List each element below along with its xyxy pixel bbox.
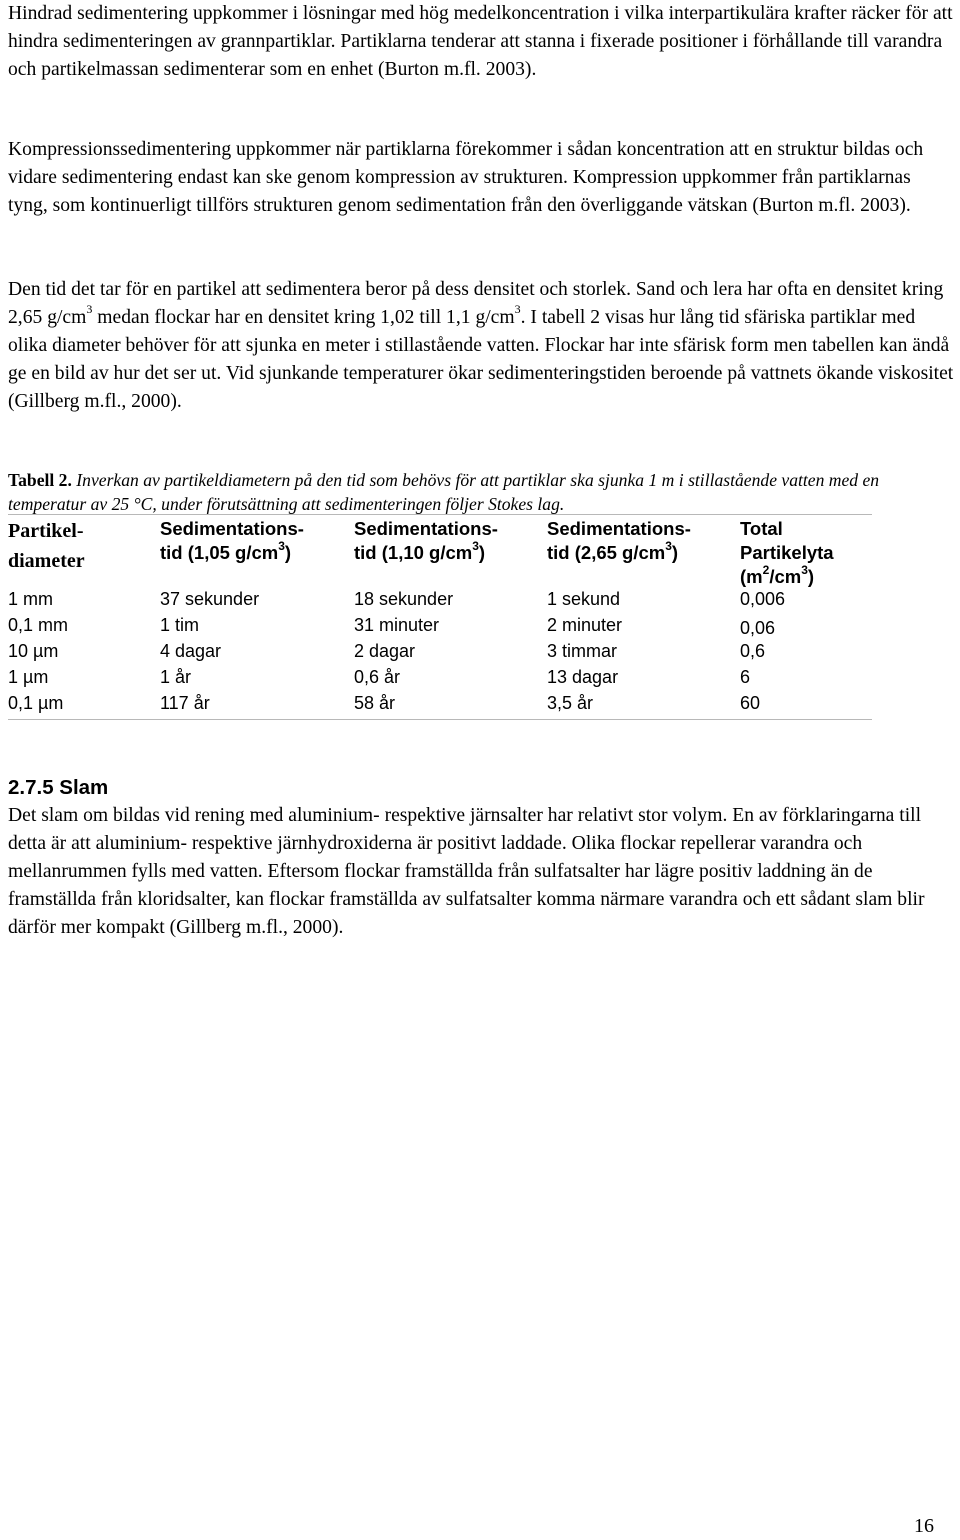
table-bottom-rule — [8, 719, 872, 720]
header-line: Sedimentations- — [160, 518, 304, 539]
table-cell: 0,6 år — [354, 667, 401, 687]
header-text-part: tid (2,65 g/cm — [547, 542, 666, 563]
table-caption — [8, 468, 954, 516]
paragraph-text-part: . I tabell 2 visas hur lång tid sfäriska partiklar med olika diameter behöver för att sjunka en meter i stillastående vatten. Flockar har inte sfärisk form men tabellen kan ändå ge en bild av hur det ser ut. Vid sjunkande temperaturer ökar sedimenteringstiden beroende på vattnets ökande viskositet (Gillberg m.fl., 2000). — [8, 307, 954, 412]
superscript: 3 — [472, 538, 479, 553]
header-partikeldiameter — [8, 516, 85, 576]
superscript: 2 — [762, 562, 770, 577]
page-number: 16 — [914, 1515, 934, 1537]
superscript: 3 — [86, 302, 93, 317]
paragraph-slam: Det slam om bildas vid rening med aluminium- respektive järnsalter har relativt stor volym. En av förklaringarna till detta är att aluminium- respektive järnhydroxiderna är positivt laddade. Olika flockar repellerar varandra och mellanrummen fylls med vatten. Eftersom flockar framställda från sulfatsalter har lägre positiv laddning än de framställda från kloridsalter, kan flockar framställda av sulfatsalter komma närmare varandra och ett sådant slam blir därför mer kompakt (Gillberg m.fl., 2000). — [8, 805, 925, 938]
table-cell: 6 — [740, 667, 751, 687]
header-line: diameter — [8, 550, 85, 572]
header-sedimentationstid-110 — [354, 517, 498, 565]
table-cell: 4 dagar — [160, 641, 222, 661]
header-text-part: ) — [671, 542, 679, 563]
superscript: 3 — [801, 562, 808, 577]
header-line: Partikelyta — [740, 542, 834, 563]
header-text-part: /cm — [769, 566, 802, 587]
header-line: Sedimentations- — [354, 518, 498, 539]
table-cell: 31 minuter — [354, 615, 440, 635]
paragraph-hindrad-sedimentering: Hindrad sedimentering uppkommer i lösningar med hög medelkoncentration i vilka interpartikulära krafter räcker för att hindra sedimenteringen av grannpartiklar. Partiklarna tenderar att stanna i fixerade positioner i förhållande till varandra och partikelmassan sedimenterar som en enhet (Burton m.fl. 2003). — [8, 3, 953, 80]
table-cell: 10 µm — [8, 641, 59, 661]
table-cell: 2 minuter — [547, 615, 623, 635]
table-cell: 0,1 µm — [8, 693, 64, 713]
header-total-partikelyta — [740, 517, 834, 589]
header-line: Total — [740, 518, 783, 539]
table-top-rule — [8, 514, 872, 515]
header-line — [160, 538, 304, 565]
table-cell: 0,006 — [740, 589, 786, 609]
table-cell: 3 timmar — [547, 641, 618, 661]
superscript: 3 — [665, 538, 672, 553]
superscript: 3 — [278, 538, 285, 553]
paragraph-sedimentationstid — [8, 276, 954, 416]
header-sedimentationstid-105 — [160, 517, 304, 565]
table-cell: 60 — [740, 693, 761, 713]
table-cell: 0,1 mm — [8, 615, 69, 635]
table-cell: 1 sekund — [547, 589, 621, 609]
section-heading: 2.7.5 Slam — [8, 776, 109, 799]
table-cell: 1 år — [160, 667, 192, 687]
header-sedimentationstid-265 — [547, 517, 691, 565]
table-caption-label: Tabell 2. — [8, 470, 72, 490]
table-cell: 37 sekunder — [160, 589, 260, 609]
header-line: Partikel- — [8, 520, 84, 542]
table-caption-text: Inverkan av partikeldiametern på den tid som behövs för att partiklar ska sjunka 1 m i stillastående vatten med en temperatur av 25 °C, under förutsättning att sedimenteringen följer Stokes lag. — [8, 470, 880, 514]
header-line — [547, 538, 691, 565]
header-text-part: (m — [740, 566, 763, 587]
paragraph-text-part: Den tid det tar för en partikel att sedimentera beror på dess densitet och storlek. Sand och lera har ofta en densitet kring 2,65 g/cm — [8, 279, 944, 328]
paragraph-kompressionssedimentering: Kompressionssedimentering uppkommer när partiklarna förekommer i sådan koncentration att en struktur bildas och vidare sedimentering endast kan ske genom kompression av strukturen. Kompression uppkommer från partiklarnas tyng, som kontinuerligt tillförs strukturen genom sedimentation från den överliggande vätskan (Burton m.fl. 2003). — [8, 139, 924, 216]
table-cell: 2 dagar — [354, 641, 416, 661]
header-text-part: tid (1,10 g/cm — [354, 542, 473, 563]
paragraph-text-part: medan flockar har en densitet kring 1,02 till 1,1 g/cm — [92, 307, 515, 328]
table-cell: 3,5 år — [547, 693, 594, 713]
table-cell: 1 mm — [8, 589, 53, 609]
header-text-part: ) — [478, 542, 486, 563]
table-cell: 18 sekunder — [354, 589, 454, 609]
header-text-part: ) — [284, 542, 292, 563]
superscript: 3 — [514, 302, 521, 317]
header-text-part: tid (1,05 g/cm — [160, 542, 279, 563]
table-cell: 1 tim — [160, 615, 200, 635]
table-cell: 58 år — [354, 693, 396, 713]
header-text-part: ) — [807, 566, 815, 587]
table-cell: 0,06 — [740, 618, 776, 638]
sedimentation-table — [8, 514, 872, 720]
table-cell: 117 år — [160, 693, 210, 713]
header-line: Sedimentations- — [547, 518, 691, 539]
table-cell: 1 µm — [8, 667, 49, 687]
header-line — [354, 538, 498, 565]
table-cell: 13 dagar — [547, 667, 619, 687]
header-line — [740, 562, 834, 589]
table-cell: 0,6 — [740, 641, 766, 661]
